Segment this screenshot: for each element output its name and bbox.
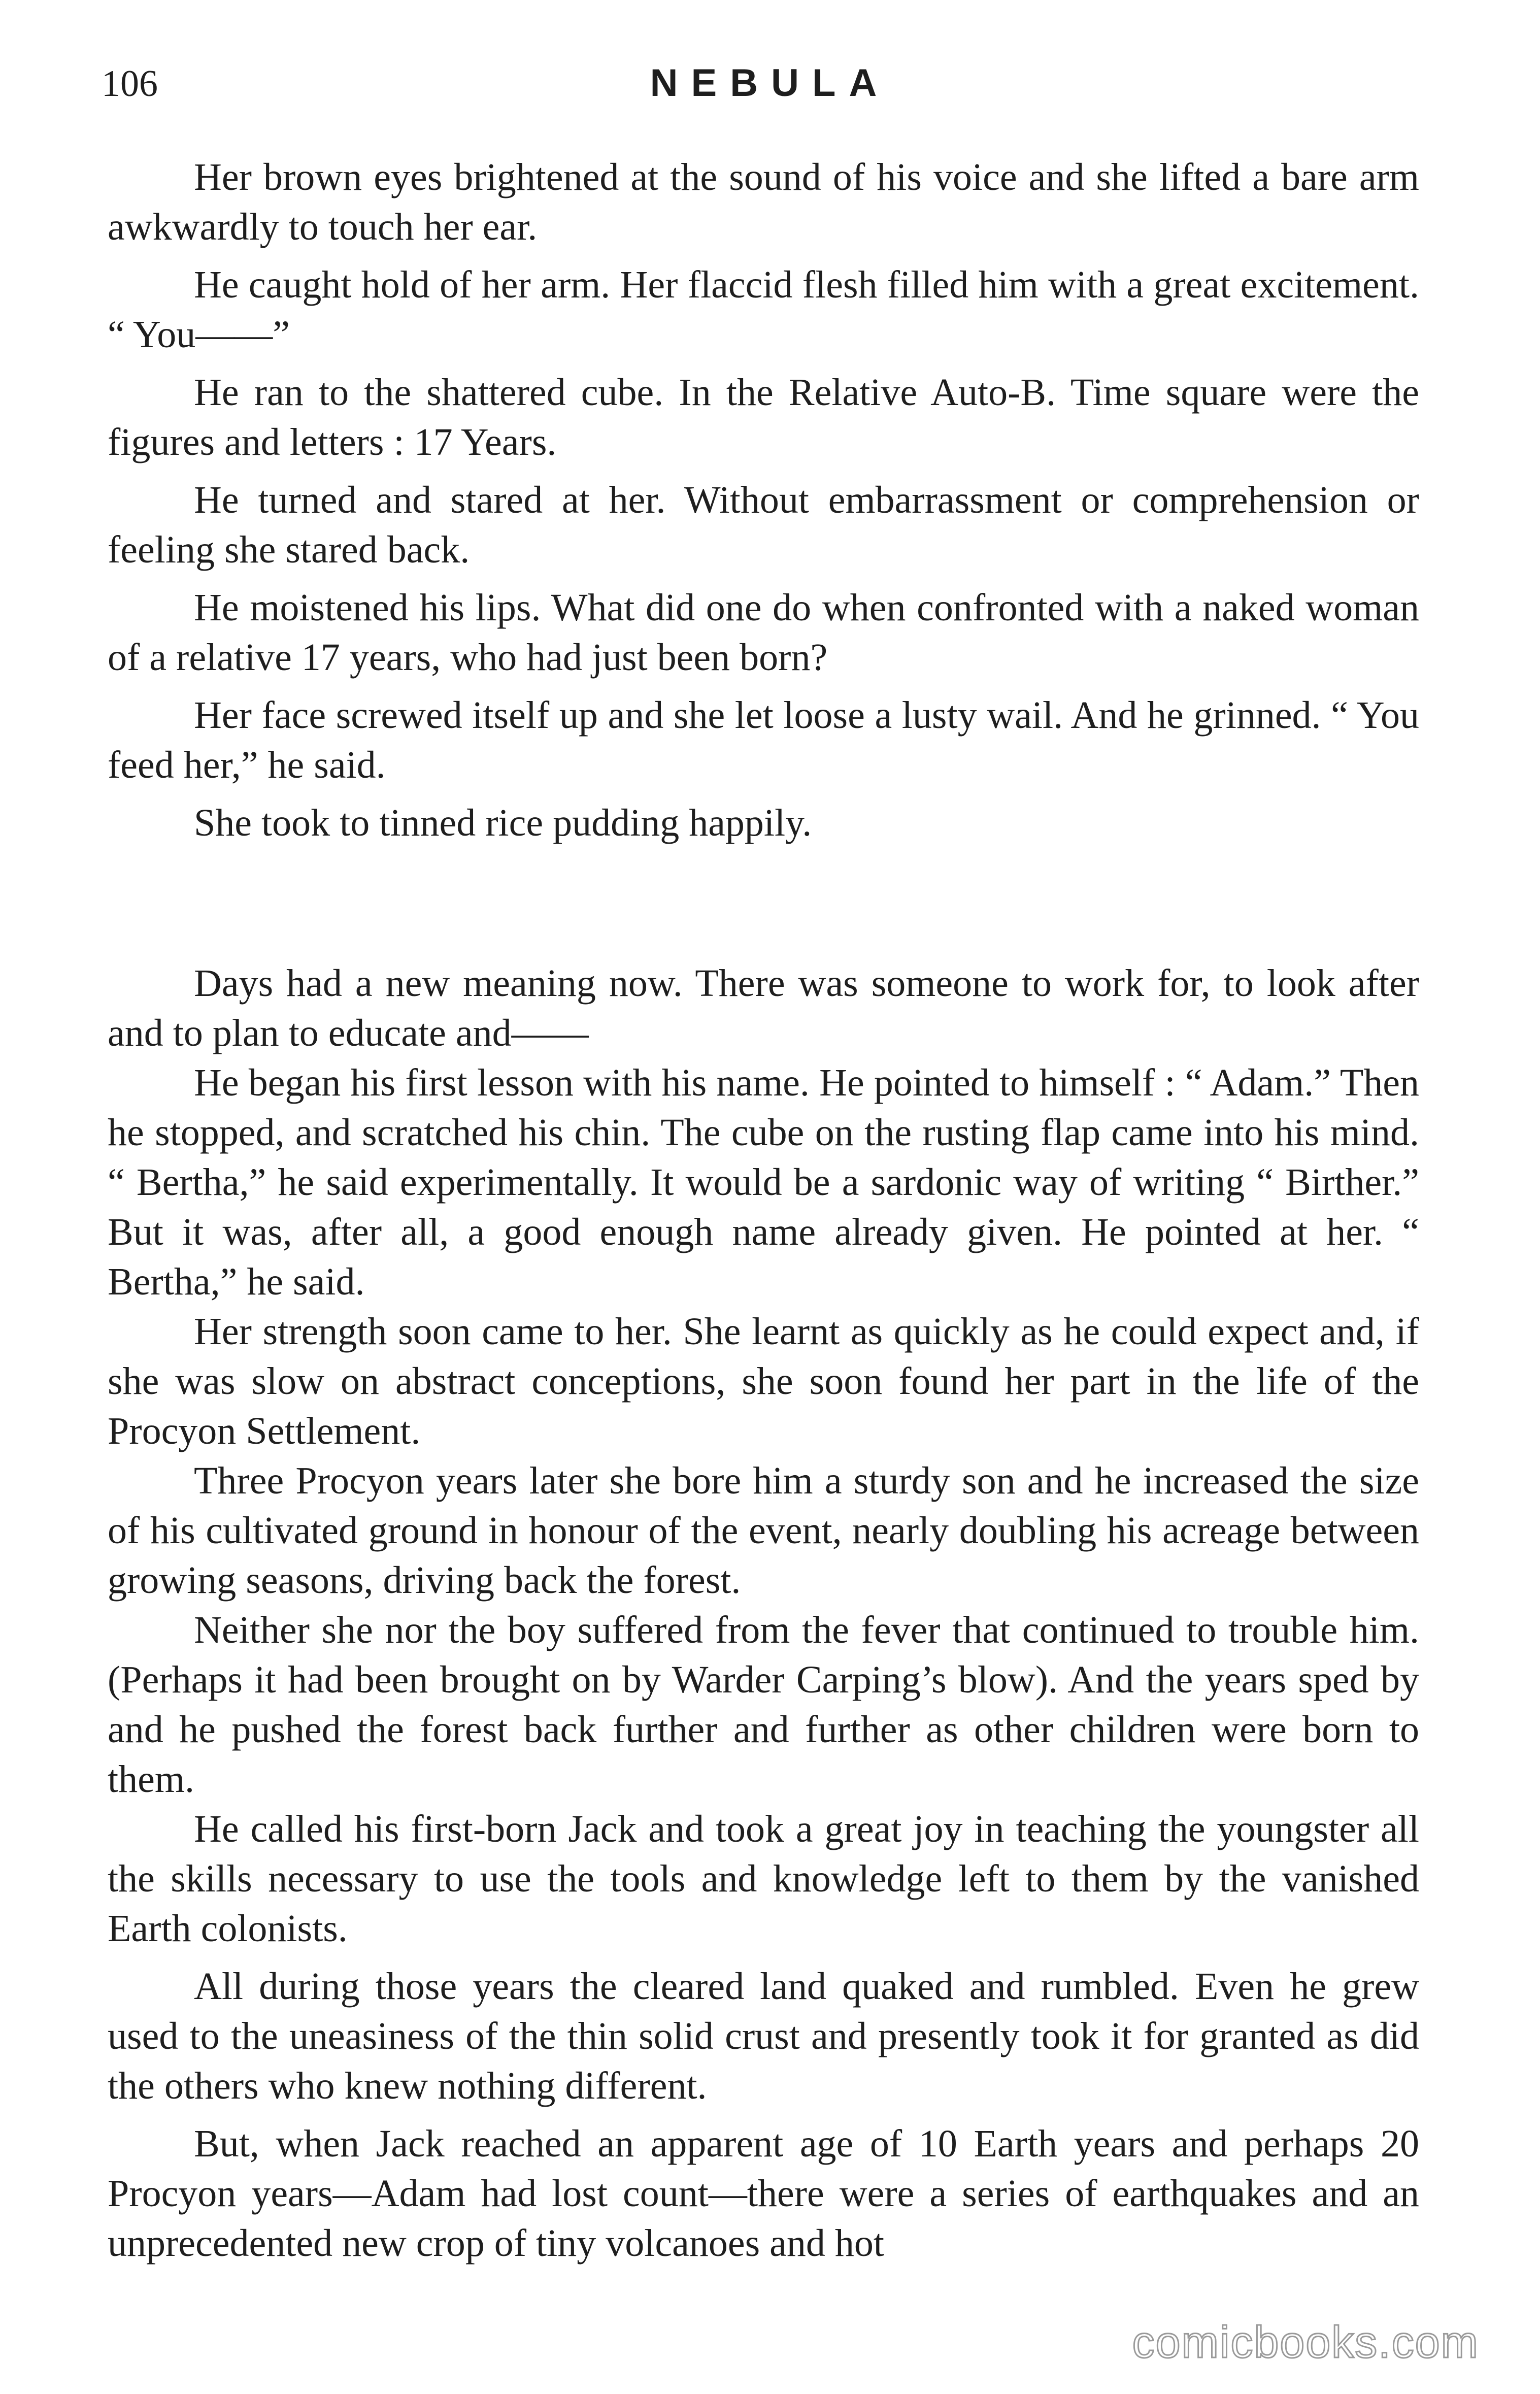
paragraph: He called his first-born Jack and took a great joy in teaching the youngster all the skills necessary to use the tools and knowledge left to them by the vanished Earth colonists. [108,1808,1419,1950]
running-title: NEBULA [650,61,890,105]
paragraph: Three Procyon years later she bore him a sturdy son and he increased the size of his cultivated ground in honour of the event, nearly doubling his acreage between growing seasons, driving back the forest. [108,1459,1419,1602]
paragraph: Her face screwed itself up and she let loose a lusty wail. And he grinned. “ You feed her,” he said. [108,694,1419,786]
text-section-1 [108,152,1419,856]
paragraph: She took to tinned rice pudding happily. [194,802,812,844]
page-number: 106 [102,63,158,105]
paragraph: He moistened his lips. What did one do when confronted with a naked woman of a relative 17 years, who had just been born? [108,586,1419,679]
paragraph: He ran to the shattered cube. In the Relative Auto-B. Time square were the figures and letters : 17 Years. [108,371,1419,463]
paragraph: Her brown eyes brightened at the sound of his voice and she lifted a bare arm awkwardly to touch her ear. [108,156,1419,248]
paragraph: But, when Jack reached an apparent age of 10 Earth years and perhaps 20 Procyon years—Adam had lost count—there were a series of earthquakes and an unprecedented new crop of tiny volcanoes and hot [108,2122,1419,2265]
paragraph: Her strength soon came to her. She learnt as quickly as he could expect and, if she was slow on abstract conceptions, she soon found her part in the life of the Procyon Settlement. [108,1310,1419,1452]
paragraph: He turned and stared at her. Without embarrassment or comprehension or feeling she stared back. [108,479,1419,571]
paragraph: All during those years the cleared land quaked and rumbled. Even he grew used to the uneasiness of the thin solid crust and presently took it for granted as did the others who knew nothing different. [108,1965,1419,2107]
watermark: comicbooks.com [1132,2317,1479,2367]
paragraph: He began his first lesson with his name. He pointed to himself : “ Adam.” Then he stopped, and scratched his chin. The cube on the rusting flap came into his mind. “ Bertha,” he said experimentally. It would be a sardonic way of writing “ Birther.” But it was, after all, a good enough name already given. He pointed at her. “ Bertha,” he said. [108,1061,1419,1303]
paragraph: He caught hold of her arm. Her flaccid flesh filled him with a great excitement. “ You——” [108,263,1419,356]
paragraph: Days had a new meaning now. There was someone to work for, to look after and to plan to educate and—— [108,962,1419,1054]
paragraph: Neither she nor the boy suffered from the fever that continued to trouble him. (Perhaps it had been brought on by Warder Carping’s blow). And the years sped by and he pushed the forest back further and further as other children were born to them. [108,1609,1419,1801]
text-section-2 [108,958,1419,2276]
